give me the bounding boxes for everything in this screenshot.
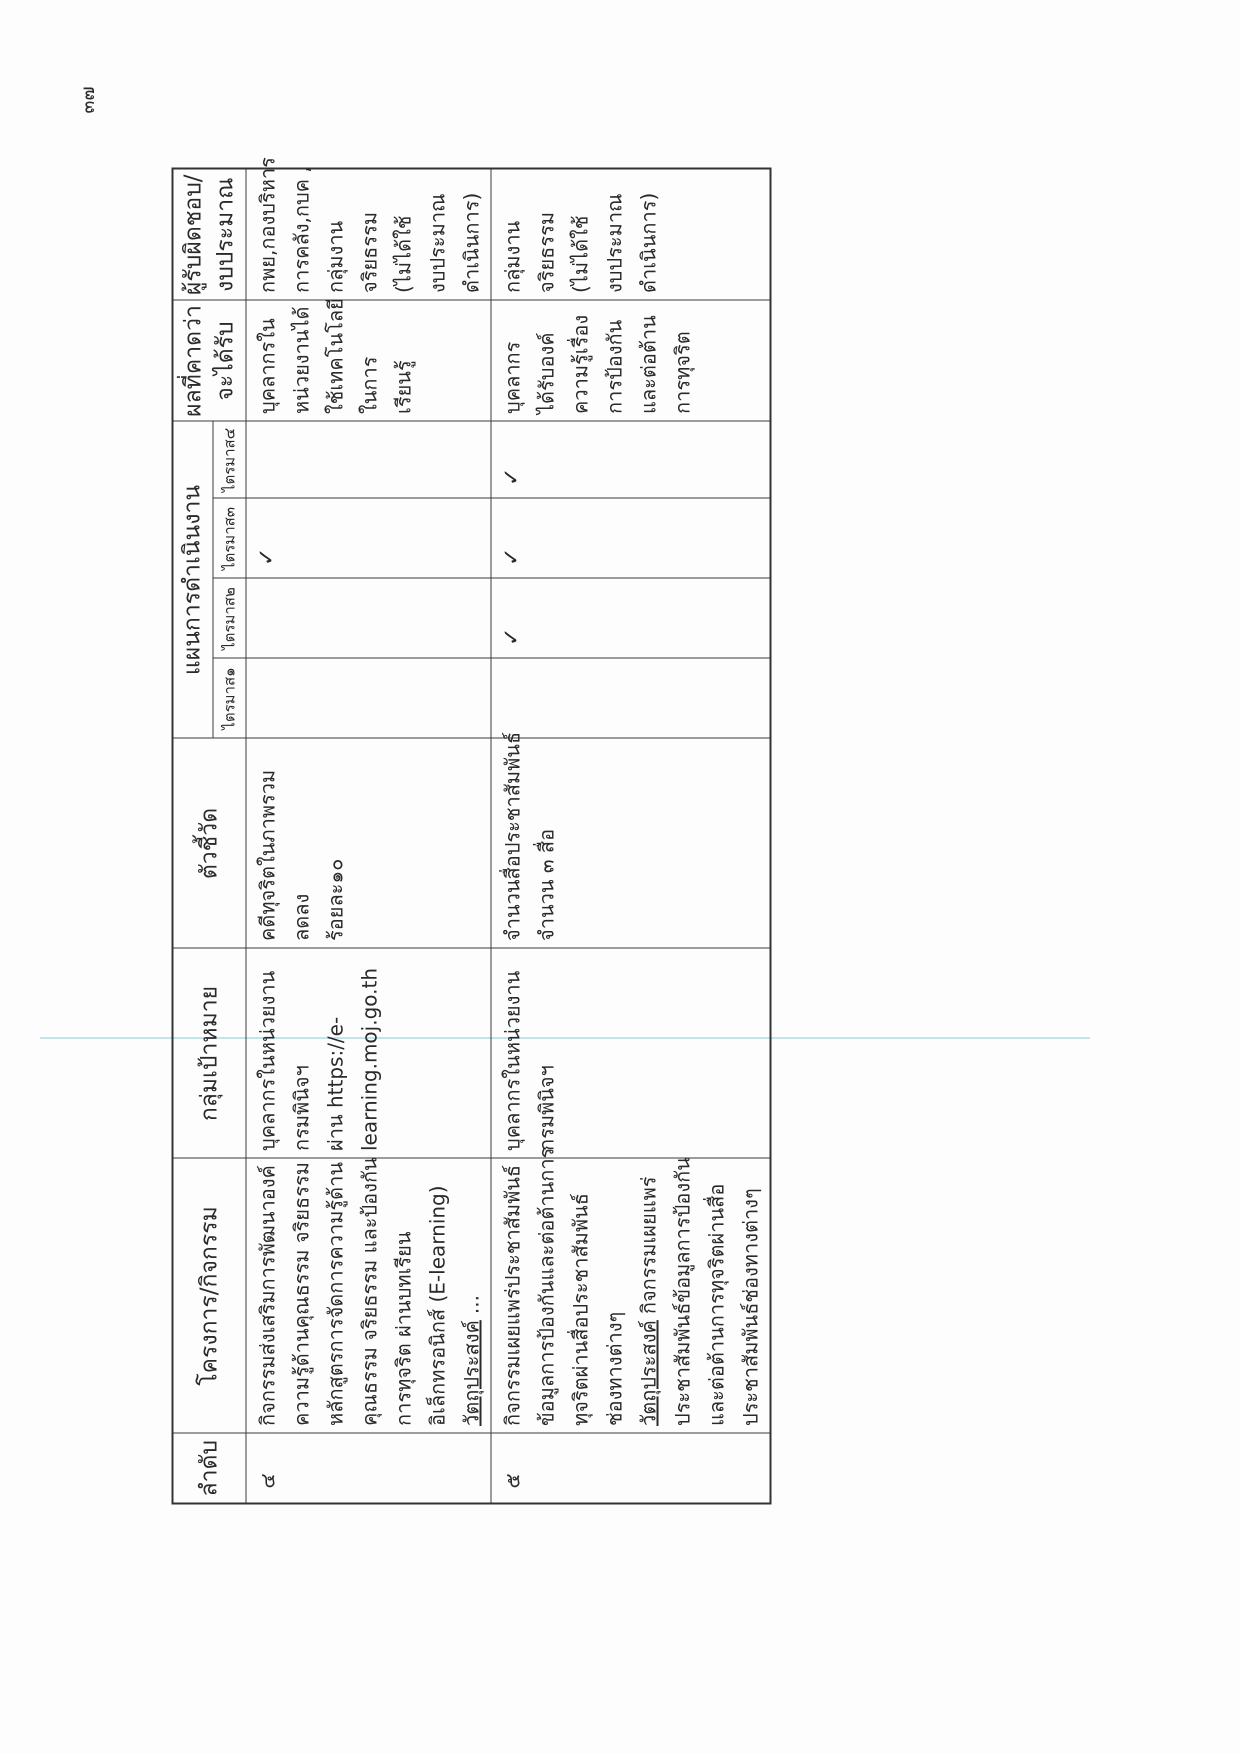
objective-line [454, 1165, 488, 1426]
table-row [246, 169, 491, 1504]
quarter-2-cell [246, 579, 491, 659]
target-cell [246, 949, 491, 1159]
header-project: โครงการ/กิจกรรม [173, 1159, 246, 1434]
project-line: กิจกรรมส่งเสริมการพัฒนาองค์ [255, 1165, 279, 1426]
project-line: ความรู้ด้านคุณธรรม จริยธรรม [289, 1162, 313, 1426]
responsible-line: กลุ่มงาน [323, 220, 347, 293]
seq-cell [491, 1434, 771, 1504]
quarter-1-cell [246, 659, 491, 739]
quarter-3-cell [246, 499, 491, 579]
expected-result-cell [491, 301, 771, 422]
seq-cell [246, 1434, 491, 1504]
check-mark: ✓ [254, 547, 279, 566]
expected-line: และต่อต้าน [636, 315, 660, 414]
target-line: ผ่าน https://e- [323, 1016, 347, 1151]
header-quarter-3: ไตรมาส๓ [213, 499, 246, 579]
objective-line: ประชาสัมพันธ์ช่องทางต่างๆ [738, 1188, 762, 1426]
responsible-line: กลุ่มงาน [500, 220, 524, 293]
quarter-1-cell [491, 659, 771, 739]
responsible-line: ดำเนินการ) [636, 192, 660, 293]
header-plan: แผนการดำเนินงาน [173, 422, 213, 739]
responsible-line: (ไม่ได้ใช้ [391, 215, 415, 293]
responsible-cell [491, 169, 771, 301]
target-line: กรมพินิจฯ [534, 1065, 558, 1151]
header-responsible [173, 169, 246, 301]
page-number: ๓๗ [77, 86, 99, 114]
header-responsible-line: ผู้รับผิดชอบ/ [180, 174, 207, 296]
project-line: กิจกรรมเผยแพร่ประชาสัมพันธ์ [500, 1164, 524, 1426]
responsible-cell [246, 157, 491, 301]
header-expected-line: ผลที่คาดว่า [180, 305, 207, 417]
responsible-line: งบประมาณ [425, 193, 449, 293]
project-cell [491, 1147, 771, 1434]
action-plan-table [172, 157, 772, 1505]
objective-line: ประชาสัมพันธ์ข้อมูลการป้องกัน [670, 1157, 694, 1426]
header-quarter-4: ไตรมาส๔ [213, 422, 246, 499]
table-row [491, 169, 771, 1504]
target-line: กรมพินิจฯ [289, 1065, 313, 1151]
header-expected-result [173, 301, 246, 422]
responsible-line: การคลัง,กบค , [289, 166, 313, 293]
expected-line: บุคลากรใน [255, 318, 279, 414]
project-line: ช่องทางต่างๆ [602, 1311, 626, 1426]
document-sheet [172, 157, 770, 1505]
expected-line: ความรู้เรื่อง [568, 314, 592, 414]
objective-label: วัตถุประสงค์ [459, 1320, 483, 1426]
expected-line: ในการ [357, 356, 381, 414]
project-line: ข้อมูลการป้องกันและต่อต้านการ [534, 1147, 558, 1426]
header-row [173, 169, 213, 1504]
expected-line: การทุจริต [670, 331, 694, 414]
header-target: กลุ่มเป้าหมาย [173, 949, 246, 1159]
objective-label: วัตถุประสงค์ [636, 1320, 660, 1426]
indicator-line: จำนวนสื่อประชาสัมพันธ์ [500, 731, 524, 941]
expected-result-cell [246, 298, 491, 422]
project-line: การทุจริต ผ่านบทเรียน [391, 1231, 415, 1426]
project-line: คุณธรรม จริยธรรม และป้องกัน [357, 1157, 381, 1426]
objective-line [631, 1165, 665, 1426]
expected-line: เรียนรู้ [391, 360, 415, 414]
header-indicator: ตัวชี้วัด [173, 739, 246, 949]
check-mark: ✓ [499, 627, 524, 646]
project-line: อิเล็กทรอนิกส์ (E-learning) [425, 1185, 449, 1426]
indicator-line: คดีทุจริตในภาพรวม [255, 769, 279, 941]
header-quarter-1: ไตรมาส๑ [213, 659, 246, 739]
target-line: บุคลากรในหน่วยงาน [255, 970, 279, 1151]
expected-line: ได้รับองค์ [534, 332, 558, 414]
quarter-4-cell [491, 422, 771, 499]
check-mark: ✓ [499, 547, 524, 566]
responsible-line: จริยธรรม [357, 211, 381, 293]
indicator-line: ลดลง [289, 893, 313, 941]
expected-line: การป้องกัน [602, 319, 626, 414]
indicator-cell [246, 739, 491, 949]
header-responsible-line: งบประมาณ [212, 177, 239, 293]
quarter-2-cell [491, 579, 771, 659]
expected-line: ใช้เทคโนโลยี [323, 298, 347, 414]
expected-line: หน่วยงานได้ [289, 306, 313, 414]
target-cell [491, 949, 771, 1159]
objective-text: กิจกรรมเผยแพร่ [636, 1176, 660, 1315]
quarter-4-cell [246, 422, 491, 499]
expected-line: บุคลากร [500, 341, 524, 414]
target-line: learning.moj.go.th [357, 967, 381, 1151]
quarter-3-cell [491, 499, 771, 579]
project-line: ทุจริตผ่านสื่อประชาสัมพันธ์ [568, 1193, 592, 1426]
responsible-line: งบประมาณ [602, 193, 626, 293]
indicator-line: ร้อยละ๑๐ [323, 858, 347, 941]
header-seq: ลำดับ [173, 1434, 246, 1504]
seq-number: ๕ [500, 1473, 524, 1489]
responsible-line: (ไม่ได้ใช้ [568, 215, 592, 293]
indicator-line: จำนวน ๓ สื่อ [534, 828, 558, 941]
target-line: บุคลากรในหน่วยงาน [500, 970, 524, 1151]
header-quarter-2: ไตรมาส๒ [213, 579, 246, 659]
responsible-line: ดำเนินการ) [459, 192, 483, 293]
objective-text: ... [459, 1295, 483, 1315]
responsible-line: จริยธรรม [534, 211, 558, 293]
objective-line: และต่อต้านการทุจริตผ่านสื่อ [704, 1183, 728, 1426]
project-cell [246, 1159, 491, 1434]
project-line: หลักสูตรการจัดการความรู้ด้าน [323, 1161, 347, 1426]
responsible-line: กพย,กองบริหาร [255, 157, 279, 293]
check-mark: ✓ [499, 467, 524, 486]
indicator-cell [491, 731, 771, 949]
header-expected-line: จะได้รับ [212, 321, 239, 401]
seq-number: ๔ [255, 1473, 279, 1489]
